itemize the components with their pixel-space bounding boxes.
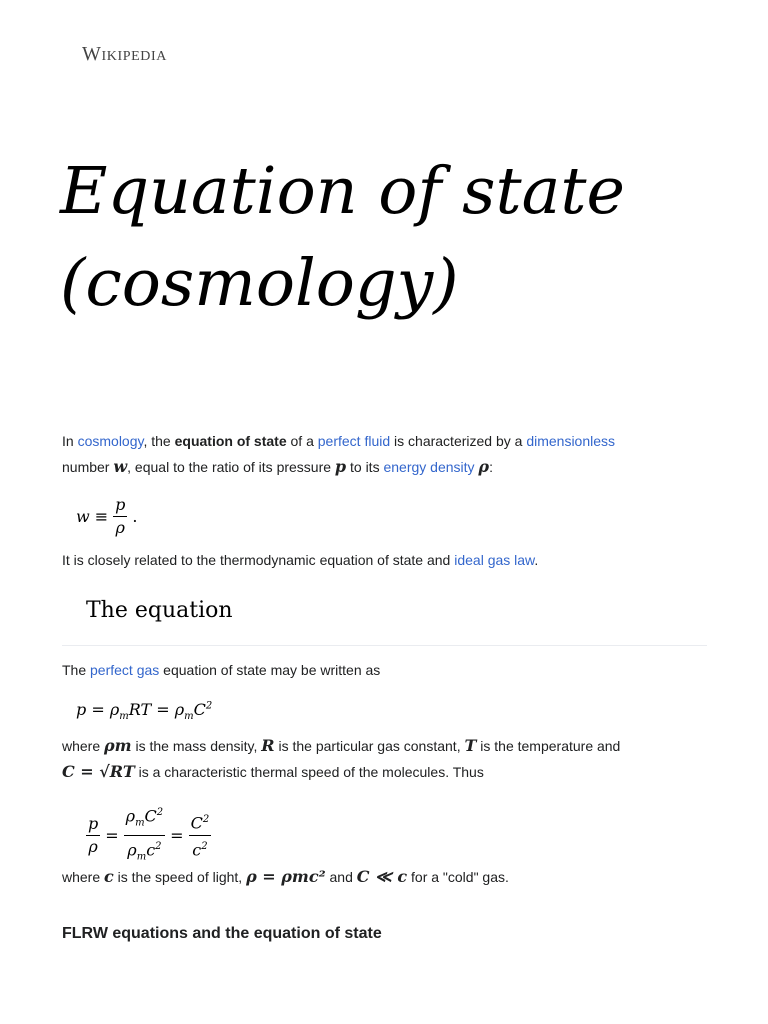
intro-paragraph — [62, 428, 712, 480]
formula-perfect-gas — [76, 700, 212, 722]
perfect-gas-paragraph — [62, 657, 712, 683]
link-ideal-gas-law[interactable]: ideal gas law — [454, 552, 535, 568]
text: and — [423, 552, 455, 568]
text: to its — [346, 459, 384, 475]
math-C-equation: C = √RT — [62, 762, 135, 781]
text: and — [325, 869, 357, 885]
wikipedia-logo[interactable]: Wikipedia — [82, 43, 167, 65]
math-equals: = — [105, 825, 119, 845]
numerator: p — [113, 496, 127, 517]
math-c: c — [104, 867, 114, 886]
formula-w-cold-gas — [76, 804, 216, 866]
denominator: ρ — [115, 518, 125, 537]
text: : — [489, 459, 493, 475]
text: The — [62, 662, 91, 678]
link-dimensionless[interactable]: dimensionless — [526, 433, 616, 449]
link-perfect-gas[interactable]: perfect gas — [90, 662, 160, 678]
math-R: R — [261, 736, 275, 755]
math-T: T — [464, 736, 477, 755]
text: of a — [286, 433, 318, 449]
section-divider — [62, 645, 707, 646]
math-w: w — [113, 457, 128, 476]
text: equation of state may be written as — [159, 662, 381, 678]
text: where — [62, 738, 105, 754]
link-perfect-fluid[interactable]: perfect fluid — [317, 433, 391, 449]
text: . — [534, 552, 539, 568]
text: is characterized by a — [390, 433, 527, 449]
text: is the speed of light, — [113, 869, 247, 885]
text: , the — [143, 433, 175, 449]
text: for a "cold" gas. — [407, 869, 509, 885]
fraction-C-c: $\frac{C^2}{c^2}$ — [189, 811, 212, 859]
text: is the particular gas constant, — [274, 738, 465, 754]
text: is a characteristic thermal speed of the molecules. Thus — [134, 764, 484, 780]
link-cosmology[interactable]: cosmology — [77, 433, 144, 449]
text: number — [62, 459, 114, 475]
text: In — [62, 433, 78, 449]
speed-of-light-paragraph — [62, 864, 712, 890]
text: , equal to the ratio of its — [127, 459, 277, 475]
math-rho: ρ — [478, 457, 490, 476]
math-inequality: C ≪ c — [356, 867, 408, 886]
fraction-p-rho: $\frac{p}{\rho}$ — [88, 813, 99, 856]
fraction — [113, 496, 127, 537]
link-pressure[interactable]: pressure — [276, 459, 332, 475]
math-w: w — [76, 507, 90, 526]
link-equation-of-state[interactable]: equation of state — [319, 552, 424, 568]
formula-perfect-gas-expr: $p = \rho_mRT = \rho_mC^2$ — [76, 700, 213, 723]
math-period: . — [132, 507, 138, 526]
subsection-heading: FLRW equations and the equation of state — [62, 925, 382, 942]
math-equiv: ≡ — [94, 507, 109, 526]
page-title: Equation of state (cosmology) — [60, 154, 625, 321]
math-rho-m: ρm — [104, 736, 132, 755]
formula-w-definition — [76, 496, 137, 537]
related-paragraph — [62, 547, 712, 573]
text: where — [62, 869, 105, 885]
bold-term: equation of state — [174, 433, 287, 449]
text: is the mass density, — [131, 738, 262, 754]
link-energy-density[interactable]: energy density — [383, 459, 475, 475]
math-rho-equation: ρ = ρmc² — [246, 867, 326, 886]
text: is the temperature and — [476, 738, 621, 754]
text: It is closely related to the thermodynamic — [62, 552, 320, 568]
math-equals: = — [170, 825, 184, 845]
math-p: p — [334, 457, 347, 476]
section-heading: The equation — [86, 598, 233, 623]
definitions-paragraph — [62, 733, 712, 785]
fraction-rhom: $\frac{\rho_mC^2}{\rho_mc^2}$ — [124, 804, 166, 866]
